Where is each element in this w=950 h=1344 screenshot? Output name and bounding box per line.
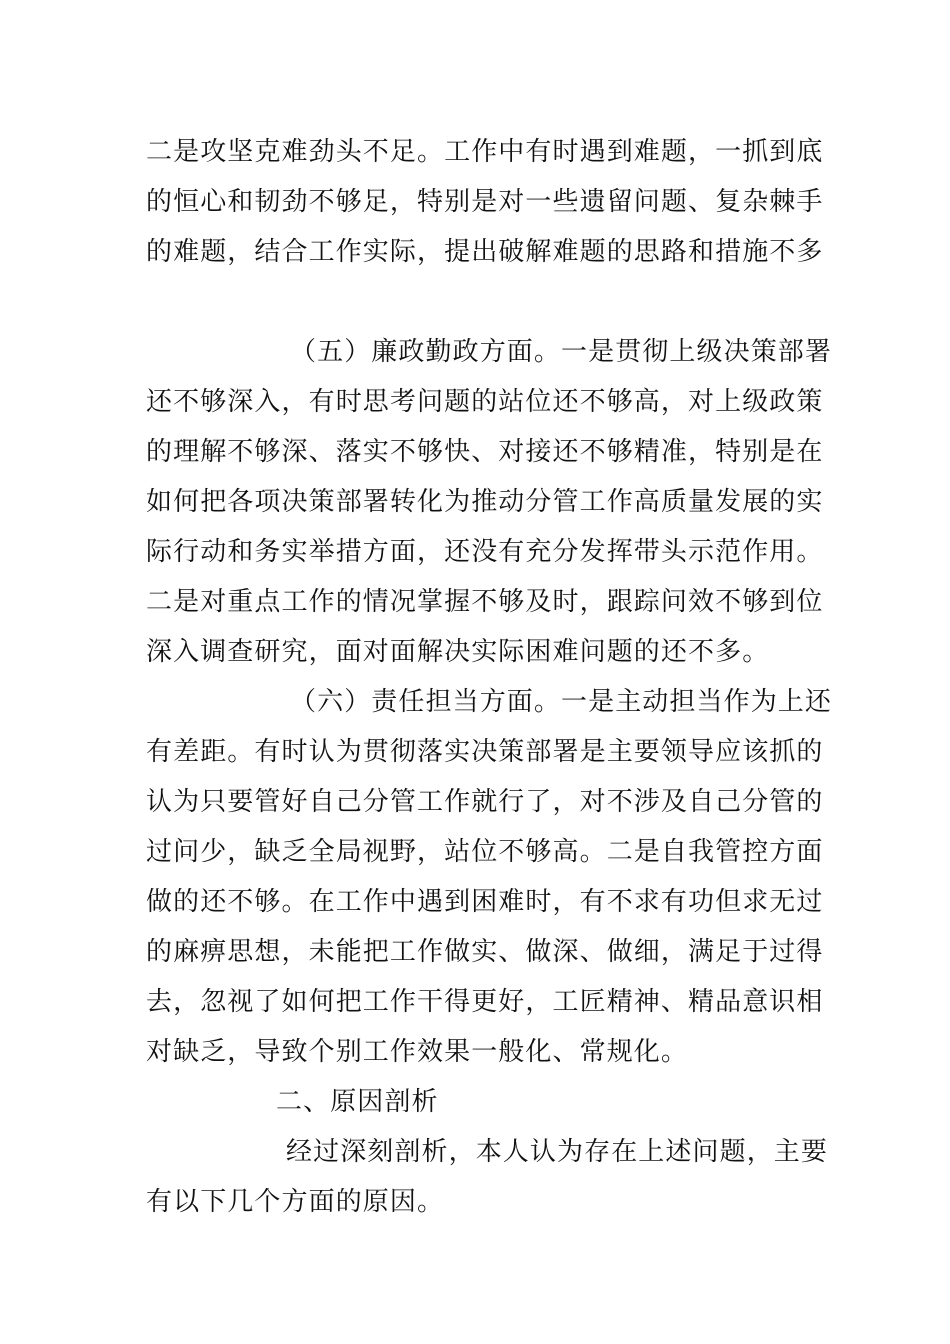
paragraph-line: 如何把各项决策部署转化为推动分管工作高质量发展的实 <box>146 487 824 517</box>
section-heading-line: （五）廉政勤政方面。一是贯彻上级决策部署 <box>290 337 833 367</box>
paragraph-line: 二是对重点工作的情况掌握不够及时，跟踪问效不够到位 <box>146 587 824 617</box>
paragraph-line: 去，忽视了如何把工作干得更好，工匠精神、精品意识相 <box>146 987 824 1017</box>
paragraph-line: 做的还不够。在工作中遇到困难时，有不求有功但求无过 <box>146 887 824 917</box>
paragraph-line: 认为只要管好自己分管工作就行了，对不涉及自己分管的 <box>146 787 824 817</box>
paragraph-line: 还不够深入，有时思考问题的站位还不够高，对上级政策 <box>146 387 824 417</box>
paragraph-line: 有以下几个方面的原因。 <box>146 1187 445 1217</box>
paragraph-line: 对缺乏，导致个别工作效果一般化、常规化。 <box>146 1037 689 1067</box>
paragraph-line: 的恒心和韧劲不够足，特别是对一些遗留问题、复杂棘手 <box>146 187 824 217</box>
paragraph-line: 深入调查研究，面对面解决实际困难问题的还不多。 <box>146 637 770 667</box>
paragraph-line: 的理解不够深、落实不够快、对接还不够精准，特别是在 <box>146 437 824 467</box>
paragraph-line: 有差距。有时认为贯彻落实决策部署是主要领导应该抓的 <box>146 737 824 767</box>
paragraph-line: 的难题，结合工作实际，提出破解难题的思路和措施不多 <box>146 237 824 267</box>
paragraph-line: 际行动和务实举措方面，还没有充分发挥带头示范作用。 <box>146 537 824 567</box>
section-heading-line: （六）责任担当方面。一是主动担当作为上还 <box>290 687 833 717</box>
chapter-heading: 二、原因剖析 <box>276 1087 439 1117</box>
paragraph-line: 的麻痹思想，未能把工作做实、做深、做细，满足于过得 <box>146 937 824 967</box>
paragraph-line: 经过深刻剖析，本人认为存在上述问题，主要 <box>286 1137 829 1167</box>
paragraph-line: 二是攻坚克难劲头不足。工作中有时遇到难题，一抓到底 <box>146 137 824 167</box>
paragraph-line: 过问少，缺乏全局视野，站位不够高。二是自我管控方面 <box>146 837 824 867</box>
